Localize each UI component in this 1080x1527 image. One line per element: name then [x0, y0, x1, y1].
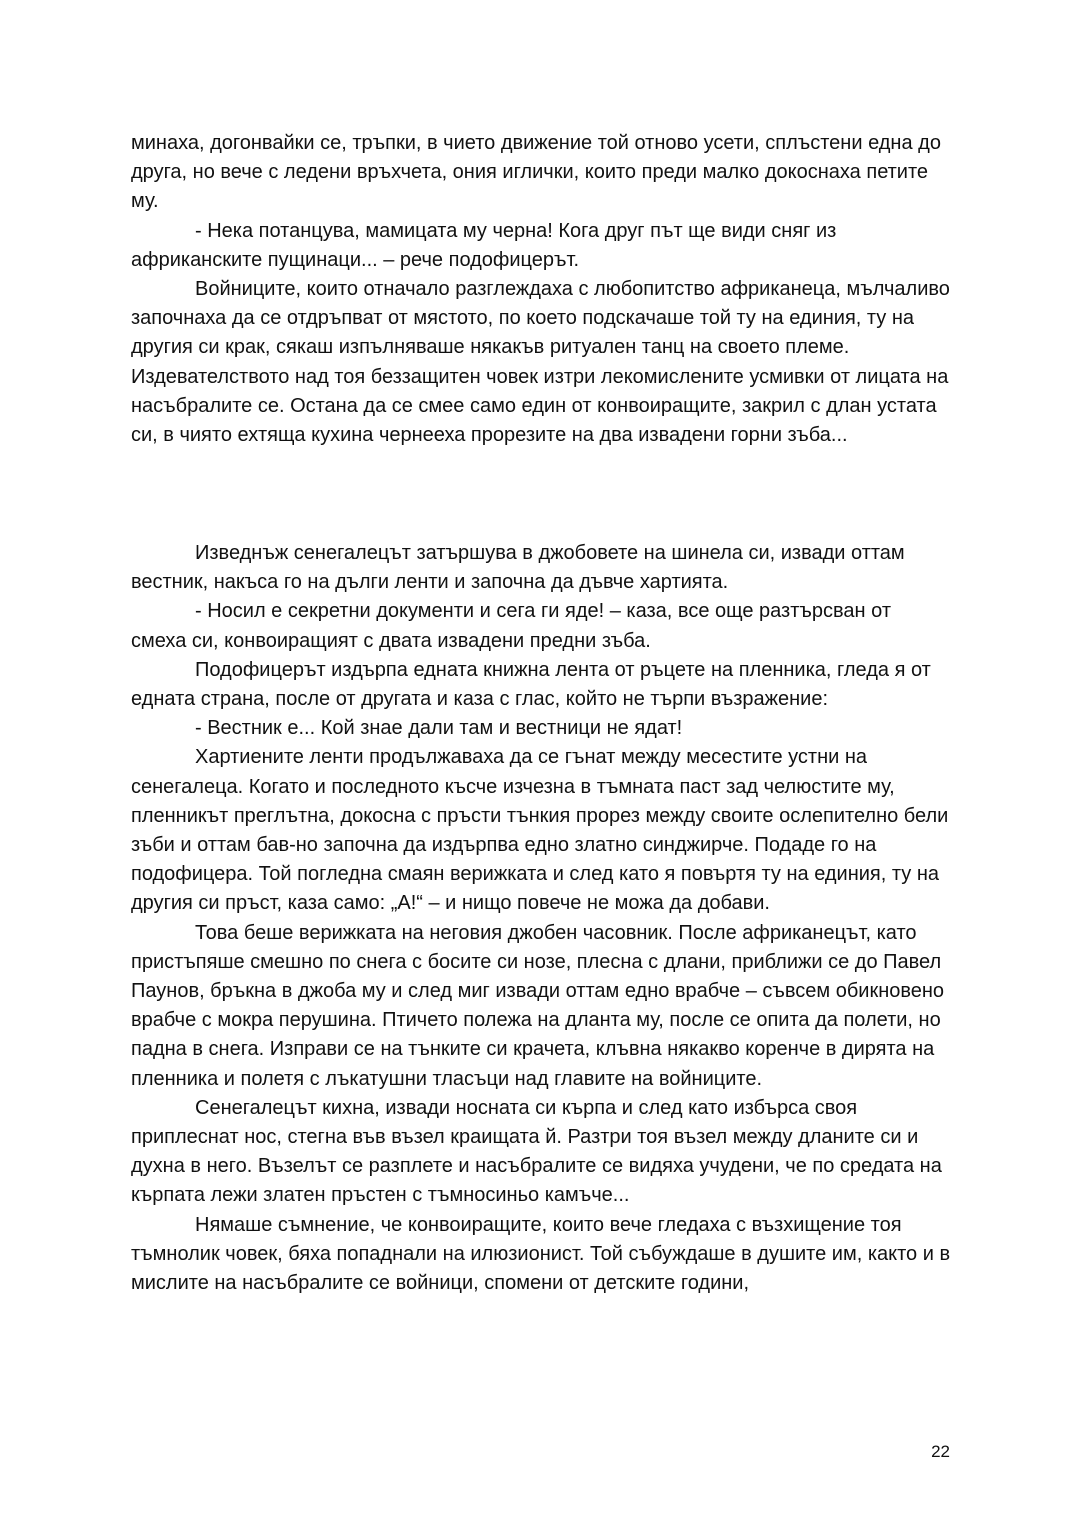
paragraph: - Носил е секретни документи и сега ги яде! – каза, все още разтърсван от смеха си, конвоиращият с двата извадени предни зъба.	[131, 600, 891, 652]
paragraph: Войниците, които отначало разглеждаха с любопитство африканеца, мълчаливо започнаха да се отдръпват от мястото, по което подскачаше той ту на единия, ту на другия си крак, сякаш изпълняваше някакъв ритуален танц на своето племе. Издевателството над тоя беззащитен човек изтри лекомислените усмивки от лицата на насъбралите се. Остана да се смее само един от конвоиращите, закрил с длан устата си, в чиято ехтяща кухина чернееха прорезите на два извадени горни зъба...	[131, 278, 950, 447]
paragraph: минаха, догонвайки се, тръпки, в чието движение той отново усети, сплъстени една до друга, но вече с ледени връхчета, ония иглички, които преди малко докоснаха петите му.	[131, 132, 941, 213]
text-section-2	[131, 539, 951, 1298]
page-number: 22	[931, 1442, 950, 1461]
paragraph: Изведнъж сенегалецът затършува в джобовете на шинела си, извади оттам вестник, накъса го на дълги ленти и започна да дъвче хартията.	[131, 542, 905, 594]
paragraph: - Вестник е... Кой знае дали там и вестници не ядат!	[195, 717, 683, 740]
paragraph: - Нека потанцува, мамицата му черна! Кога друг път ще види сняг из африканските пущинаци... – рече подофицерът.	[131, 219, 837, 271]
paragraph: Това беше верижката на неговия джобен часовник. После африканецът, като пристъпяше смешно по снега с босите си нозе, плесна с длани, приближи се до Павел Паунов, бръкна в джоба му и след миг извади оттам едно врабче – съвсем обикновено врабче с мокра перушина. Птичето полежа на дланта му, после се опита да полети, но падна в снега. Изправи се на тънките си крачета, клъвна някакво коренче в дирята на пленника и полетя с лъкатушни тласъци над главите на войниците.	[131, 921, 945, 1090]
paragraph: Нямаше съмнение, че конвоиращите, които вече гледаха с възхищение тоя тъмнолик човек, бяха попаднали на илюзионист. Той събуждаше в душите им, както и в мислите на насъбралите се войници, спомени от детските години,	[131, 1213, 951, 1295]
paragraph: Сенегалецът кихна, извади носната си кърпа и след като избърса своя приплеснат нос, стегна във възел краищата й. Разтри тоя възел между дланите си и духна в него. Възелът се разплете и насъбралите се видяха учудени, че по средата на кърпата лежи златен пръстен с тъмносиньо камъче...	[131, 1096, 942, 1207]
paragraph: Хартиените ленти продължаваха да се гънат между месестите устни на сенегалеца. Когато и последното късче изчезна в тъмната паст зад челюстите му, пленникът преглътна, докосна с пръсти тънкия прорез между своите ослепително бели зъби и оттам бав-но започна да издърпва едно златно синджирче. Подаде го на подофицера. Той погледна смаян верижката и след като я повъртя ту на единия, ту на другия си пръст, каза само: „А!“ – и нищо повече не можа да добави.	[131, 746, 949, 915]
paragraph: Подофицерът издърпа едната книжна лента от ръцете на пленника, гледа я от едната страна, после от другата и каза с глас, който не търпи възражение:	[131, 658, 931, 711]
text-section-1	[131, 129, 951, 450]
